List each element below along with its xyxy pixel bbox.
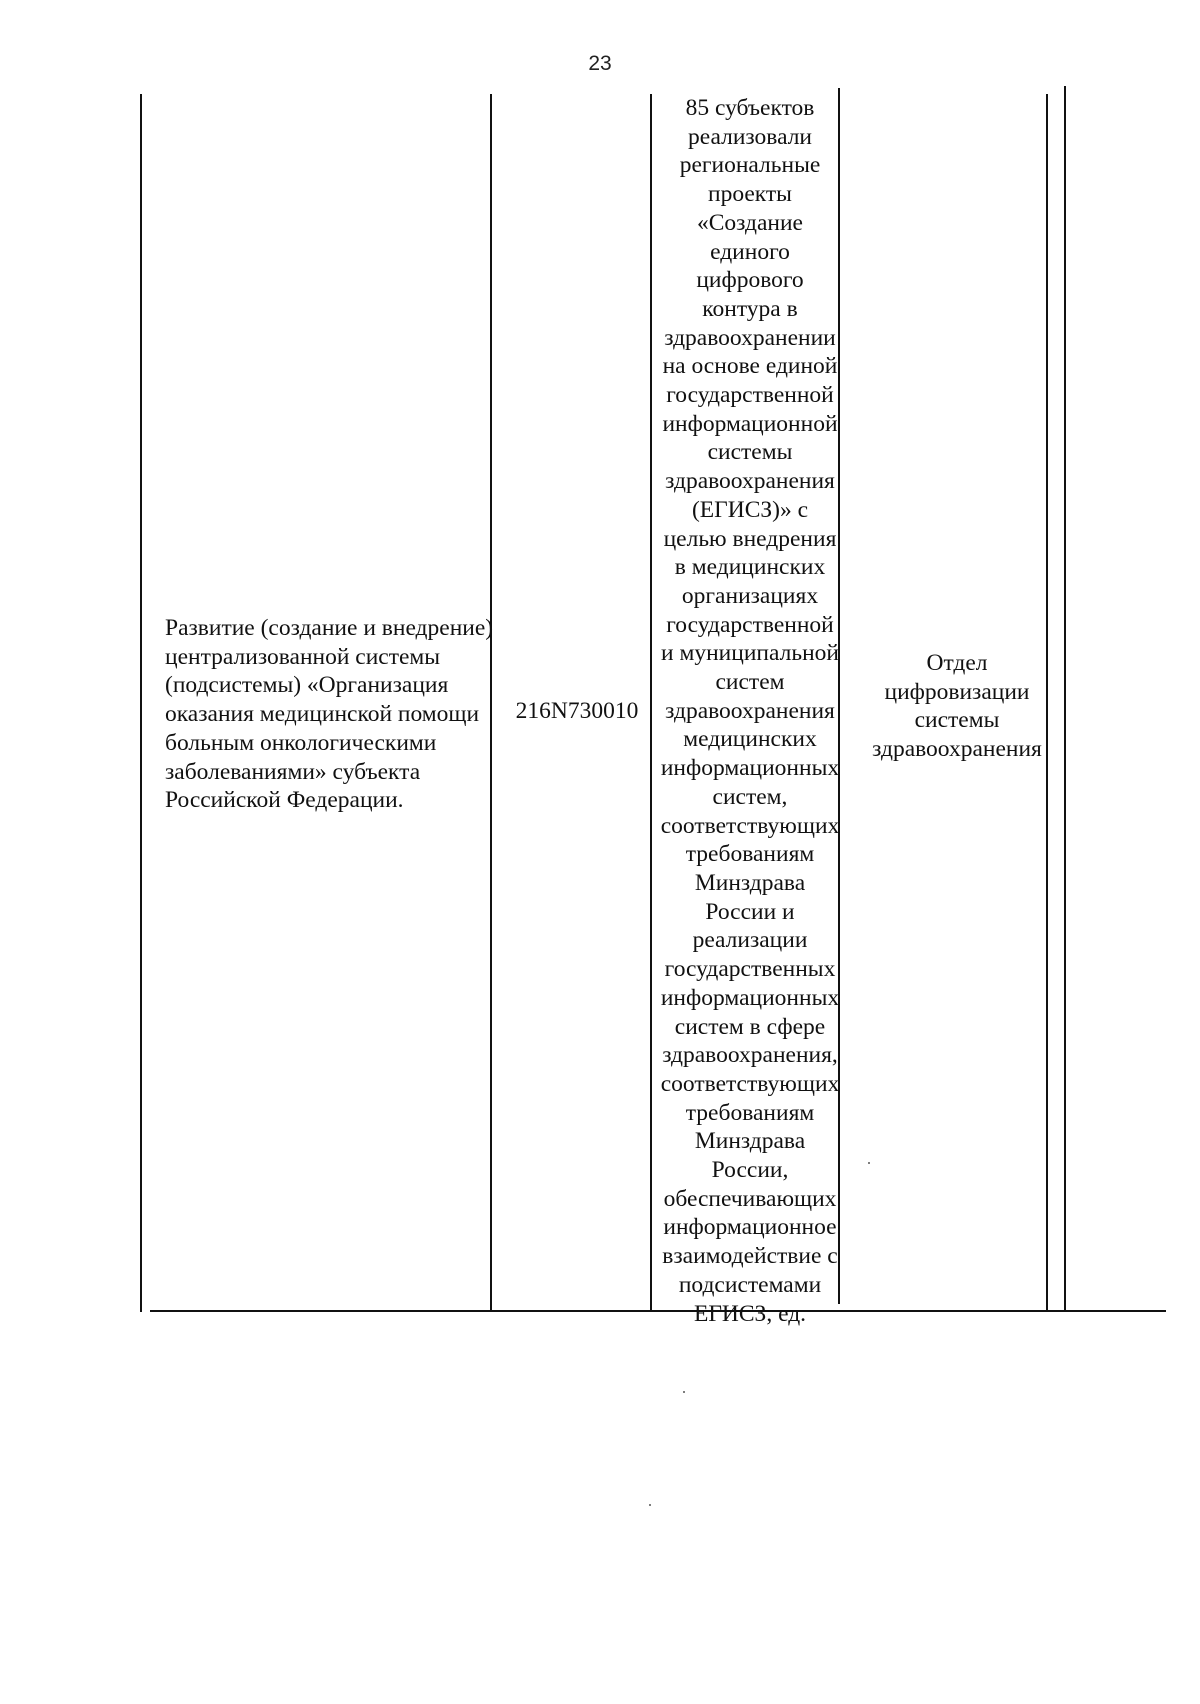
scan-speck: [683, 1391, 685, 1393]
text-line: государственной: [666, 382, 834, 409]
text-line: централизованной системы: [165, 643, 441, 670]
text-line: информационной: [662, 410, 838, 437]
text-line: информационных: [660, 755, 840, 782]
text-line: государственной: [666, 611, 834, 638]
text-line: взаимодействие с: [662, 1243, 838, 1270]
text-line: «Создание: [696, 209, 803, 236]
text-line: больным онкологическими: [165, 729, 437, 756]
text-line: требованиям: [685, 1099, 815, 1126]
text-line: заболеваниями» субъекта: [165, 758, 421, 785]
text-line: и муниципальной: [661, 640, 839, 667]
text-line: целью внедрения: [663, 525, 837, 552]
responsible-cell: [848, 649, 1066, 764]
text-line: системы: [914, 707, 1000, 734]
text-line: России и: [705, 898, 795, 925]
text-line: информационных: [660, 984, 840, 1011]
text-line: требованиям: [685, 841, 815, 868]
text-line: медицинских: [683, 726, 817, 753]
text-line: Отдел: [926, 650, 988, 676]
text-line: региональные: [679, 152, 821, 179]
text-line: здравоохранения: [665, 697, 835, 724]
text-line: России,: [711, 1157, 789, 1184]
text-line: на основе единой: [662, 353, 838, 380]
code-cell: 216N730010: [515, 698, 639, 724]
text-line: единого: [710, 238, 790, 265]
text-line: оказания медицинской помощи: [165, 701, 480, 728]
text-line: системы: [707, 439, 793, 466]
text-line: соответствующих: [660, 812, 840, 839]
text-line: информационное: [663, 1214, 837, 1241]
text-line: 85 субъектов: [685, 95, 815, 121]
text-line: здравоохранения: [872, 736, 1042, 763]
text-line: контура в: [702, 295, 798, 322]
scan-speck: [868, 1162, 870, 1164]
text-line: реализации: [692, 927, 808, 954]
text-line: Минздрава: [694, 869, 806, 896]
text-line: здравоохранения,: [662, 1042, 838, 1069]
text-line: организациях: [681, 582, 819, 609]
text-line: государственных: [664, 956, 836, 983]
table-border-left: [140, 94, 142, 1312]
text-line: проекты: [708, 181, 792, 208]
description-cell: [165, 614, 535, 815]
text-line: Развитие (создание и внедрение): [165, 615, 494, 641]
text-line: Российской Федерации.: [165, 787, 404, 814]
text-line: цифрового: [696, 267, 804, 294]
text-line: здравоохранения: [665, 468, 835, 495]
text-line: здравоохранении: [664, 324, 836, 351]
results-table: [150, 94, 1166, 1327]
text-line: подсистемами: [678, 1271, 822, 1298]
page-number: 23: [588, 52, 612, 75]
text-line: реализовали: [687, 123, 813, 150]
text-line: соответствующих: [660, 1070, 840, 1097]
text-line: Минздрава: [694, 1128, 806, 1155]
indicator-cell: [650, 94, 850, 1328]
text-line: цифровизации: [884, 678, 1030, 705]
scan-speck: [649, 1504, 651, 1506]
text-line: (подсистемы) «Организация: [165, 672, 449, 699]
text-line: ЕГИСЗ, ед.: [693, 1300, 807, 1327]
text-line: в медицинских: [674, 554, 826, 581]
text-line: систем: [715, 669, 785, 696]
text-line: систем,: [712, 783, 788, 810]
text-line: обеспечивающих: [663, 1185, 837, 1212]
text-line: систем в сфере: [674, 1013, 826, 1040]
text-line: (ЕГИСЗ)» с: [691, 496, 809, 523]
